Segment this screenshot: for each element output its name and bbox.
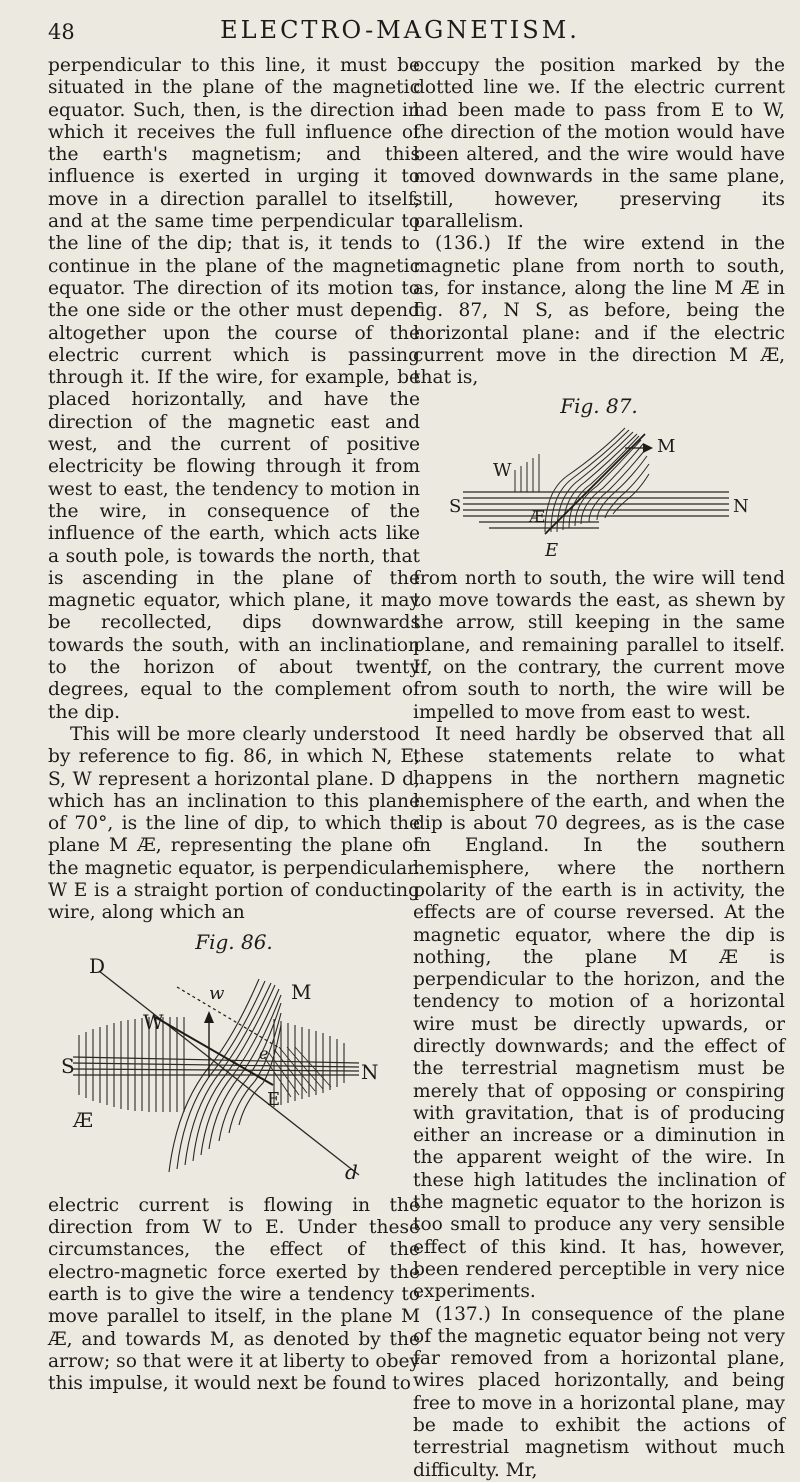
paragraph: (136.) If the wire extend in the magnetic plane from north to south, as, for instance, along the line M Æ in fig. 87, N S, as before, being the horizontal plane: and if the electric current move in the direction M Æ, that is, bbox=[413, 233, 785, 389]
page-header bbox=[0, 6, 800, 56]
figure-87-diagram bbox=[449, 422, 749, 562]
left-hatching bbox=[515, 454, 539, 492]
label-S: S bbox=[61, 1053, 75, 1078]
label-AE: Æ bbox=[529, 506, 546, 526]
running-title: ELECTRO-MAGNETISM. bbox=[220, 16, 580, 44]
page-number: 48 bbox=[48, 20, 75, 44]
wire-m-ae bbox=[545, 434, 645, 534]
label-d: d bbox=[345, 1159, 358, 1184]
dip-line bbox=[99, 971, 359, 1175]
right-column bbox=[413, 55, 785, 1482]
figure-86-diagram bbox=[59, 957, 409, 1189]
arrow-head bbox=[204, 1011, 214, 1023]
label-e: e bbox=[259, 1043, 269, 1063]
paragraph: from north to south, the wire will tend to move towards the east, as shewn by the arrow, still keeping in the same plane, and remaining parallel to itself. If, on the contrary, the current move from south to north, the wire will be impelled to move from east to west. bbox=[413, 567, 785, 723]
label-N: N bbox=[361, 1059, 379, 1084]
paragraph: electric current is flowing in the direction from W to E. Under these circumstances, the effect of the electro-magnetic force exerted by the earth is to give the wire a tendency to move parallel to itself, in the plane M Æ, and towards M, as denoted by the arrow; so that were it at liberty to obey this impulse, it would next be found to bbox=[48, 1194, 420, 1395]
label-N: N bbox=[733, 495, 749, 517]
label-M: M bbox=[291, 979, 312, 1004]
figure-caption: Fig. 87. bbox=[560, 394, 638, 419]
paragraph: perpendicular to this line, it must be situated in the plane of the magnetic equator. Such, then, is the direction in which it receives the full influence of the earth's magnetism; and this influence is exerted in urging it to move in a direction parallel to itself, and at the same time perpendicular to the line of the dip; that is, it tends to continue in the plane of the magnetic equator. The direction of its motion to the one side or the other must depend altogether upon the course of the electric current which is passing through it. If the wire, for example, be placed horizontally, and have the direction of the magnetic east and west, and the current of positive electricity be flowing through it from west to east, the tendency to motion in the wire, in consequence of the influence of the earth, which acts like a south pole, is towards the north, that is ascending in the plane of the magnetic equator, which plane, it may be recollected, dips downwards towards the south, with an inclination to the horizon of about twenty degrees, equal to the complement of the dip. bbox=[48, 55, 420, 723]
arrow-head bbox=[643, 443, 653, 453]
figure-caption: Fig. 86. bbox=[195, 929, 273, 954]
label-W: W bbox=[143, 1009, 164, 1034]
label-M: M bbox=[657, 435, 676, 457]
label-AE: Æ bbox=[73, 1107, 94, 1132]
label-W: W bbox=[493, 459, 512, 481]
paragraph: It need hardly be observed that all these statements relate to what happens in the northern magnetic hemisphere of the earth, and when the dip is about 70 degrees, as is the case in England. In the southern hemisphere, where the northern polarity of the earth is in activity, the effects are of course reversed. At the magnetic equator, where the dip is nothing, the plane M Æ is perpendicular to the horizon, and the tendency to motion of a horizontal wire must be directly upwards, or directly downwards; and the effect of the terrestrial magnetism must be merely that of opposing or conspiring with gravitation, that is of producing either an increase or a diminution in the apparent weight of the wire. In these high latitudes the inclination of the magnetic equator to the horizon is too small to produce any very sensible effect of this kind. It has, however, been rendered perceptible in very nice experiments. bbox=[413, 723, 785, 1303]
label-S: S bbox=[449, 495, 462, 517]
horizontal-plane-lines bbox=[463, 492, 729, 528]
label-E: E bbox=[545, 539, 559, 561]
paragraph: occupy the position marked by the dotted line we. If the electric current had been made to pass from E to W, the direction of the motion would have been altered, and the wire would have moved downwards in the same plane, still, however, preserving its parallelism. bbox=[413, 55, 785, 233]
paragraph: This will be more clearly understood by reference to fig. 86, in which N, E, S, W represent a horizontal plane. D d, which has an inclination to this plane of 70°, is the line of dip, to which the plane M Æ, representing the plane of the magnetic equator, is perpendicular. W E is a straight portion of conducting wire, along which an bbox=[48, 723, 420, 924]
label-E: E bbox=[267, 1088, 281, 1110]
paragraph: (137.) In consequence of the plane of the magnetic equator being not very far removed from a horizontal plane, wires placed horizontally, and being free to move in a horizontal plane, may be made to exhibit the actions of terrestrial magnetism without much difficulty. Mr, bbox=[413, 1303, 785, 1481]
label-D: D bbox=[89, 956, 106, 978]
left-column bbox=[48, 55, 420, 1396]
label-w: w bbox=[209, 982, 225, 1004]
